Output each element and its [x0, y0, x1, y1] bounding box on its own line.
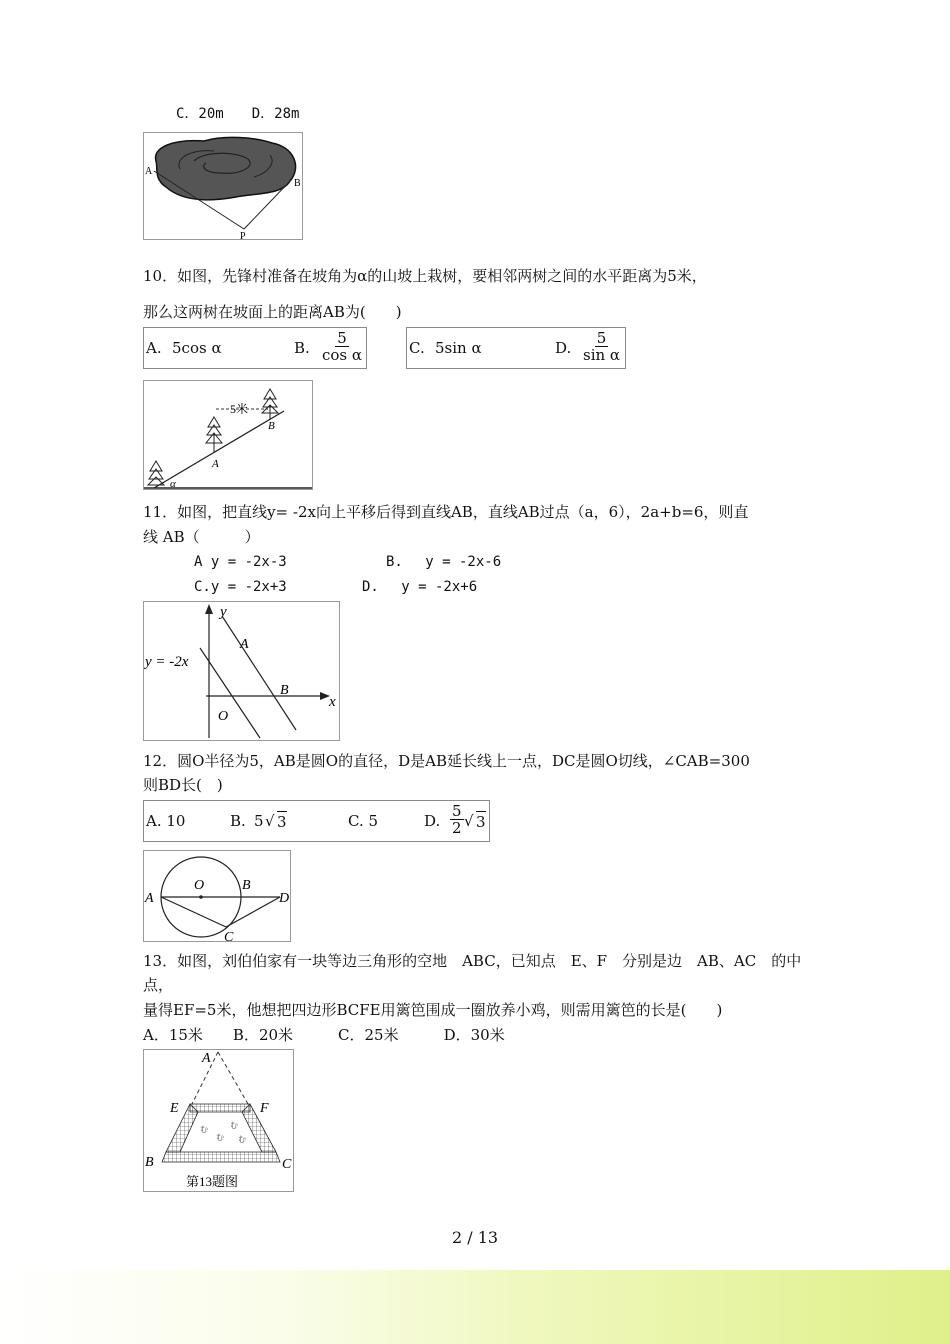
q10-figure	[143, 380, 313, 490]
q13-fig-caption: 第13题图	[186, 1174, 239, 1189]
q12-optB-rad: 3	[277, 813, 287, 831]
q12-optD-rad: 3	[476, 813, 486, 831]
q10-optD-num: 5	[596, 329, 607, 347]
q11-fig-x: x	[329, 694, 336, 710]
q13-line1b: 点，	[143, 976, 174, 994]
q10-line1: 10．如图，先锋村准备在坡角为α的山坡上栽树，要相邻两树之间的水平距离为5米，	[143, 267, 707, 285]
q12-fig-a: A	[145, 891, 154, 906]
q9-label-b: B	[294, 178, 301, 189]
q10-fig-a: A	[212, 458, 219, 470]
svg-text:む: む	[230, 1121, 238, 1130]
footer-band	[0, 1270, 950, 1344]
q11-fig-eq: y = -2x	[145, 654, 189, 670]
q12-optB-label: B.	[230, 812, 246, 830]
q13-fig-b: B	[145, 1155, 154, 1170]
q10-fig-alpha: α	[170, 478, 176, 489]
q13-figure	[143, 1049, 294, 1192]
q12-optD-den: 2	[452, 819, 462, 837]
q10-optD-den: sin α	[583, 346, 621, 364]
sqrt-icon: √	[265, 812, 275, 830]
q12-fig-o: O	[194, 878, 205, 893]
page-number: 2 / 13	[452, 1228, 499, 1247]
q10-fig-dist: 5米	[230, 402, 249, 416]
q13-fig-f: F	[260, 1101, 269, 1116]
q10-optB-frac	[322, 330, 362, 363]
q12-fig-d: D	[279, 891, 290, 906]
q12-optC: C. 5	[348, 812, 379, 830]
q12-figure	[143, 850, 291, 942]
q12-optB-coef: 5	[254, 812, 264, 830]
q10-optD-label: D.	[555, 339, 572, 357]
q9-label-p: P	[240, 231, 246, 239]
q12-line1: 12．圆O半径为5，AB是圆O的直径，D是AB延长线上一点，DC是圆O切线，∠CAB=300	[143, 752, 750, 770]
q10-optA-expr: 5cos α	[172, 339, 222, 357]
q10-options-ab	[143, 327, 367, 369]
q10-optD-frac	[583, 330, 620, 363]
svg-text:む: む	[200, 1125, 208, 1134]
q12-fig-c: C	[224, 930, 234, 941]
q11-optC: C.y = -2x+3	[194, 579, 287, 595]
q11-line2: 线 AB（ ）	[143, 528, 260, 546]
q11-optA: A y = -2x-3	[194, 554, 287, 570]
q9-figure	[143, 132, 303, 240]
svg-text:む: む	[216, 1133, 224, 1142]
q11-optD: D. y = -2x+6	[362, 579, 478, 595]
q13-fig-a: A	[202, 1051, 211, 1066]
q10-optC-label: C.	[409, 339, 425, 357]
q13-fig-c: C	[282, 1157, 292, 1172]
q12-options	[143, 800, 490, 842]
q12-optD-label: D.	[424, 812, 441, 830]
svg-text:む: む	[238, 1135, 246, 1144]
q10-fig-b: B	[268, 420, 275, 432]
q9-options: C．20m D．28m	[176, 106, 300, 122]
q10-line2: 那么这两树在坡面上的距离AB为( )	[143, 303, 402, 321]
q12-fig-b: B	[242, 878, 251, 893]
q11-fig-y: y	[220, 604, 227, 620]
q13-fig-e: E	[170, 1101, 179, 1116]
q10-optC-expr: 5sin α	[435, 339, 482, 357]
q11-line1: 11．如图，把直线y= -2x向上平移后得到直线AB，直线AB过点（a，6），2a+b=6，则直	[143, 503, 749, 521]
q11-optB: B. y = -2x-6	[386, 554, 502, 570]
q11-fig-a: A	[240, 637, 249, 652]
q13-options: A．15米 B．20米 C．25米 D．30米	[143, 1026, 505, 1044]
q11-figure	[143, 601, 340, 741]
tree-icon	[148, 461, 164, 485]
q12-optD-frac	[450, 803, 464, 836]
q9-label-a: A	[145, 166, 153, 177]
q12-line2: 则BD长( )	[143, 776, 223, 794]
q12-optD-num: 5	[452, 802, 462, 820]
q10-optB-num: 5	[337, 329, 347, 347]
q10-optB-label: B.	[294, 339, 310, 357]
q13-line1: 13．如图，刘伯伯家有一块等边三角形的空地 ABC，已知点 E、F 分别是边 AB、AC 的中	[143, 952, 802, 970]
q10-optA-label: A.	[146, 339, 162, 357]
q10-options-cd	[406, 327, 626, 369]
sqrt-icon: √	[464, 812, 474, 830]
q12-optA: A. 10	[146, 812, 186, 830]
q10-optB-den: cos α	[322, 346, 363, 364]
q11-fig-b: B	[280, 683, 289, 698]
q11-fig-o: O	[218, 709, 229, 724]
q13-line2: 量得EF=5米，他想把四边形BCFE用篱笆围成一圈放养小鸡，则需用篱笆的长是( )	[143, 1001, 723, 1019]
